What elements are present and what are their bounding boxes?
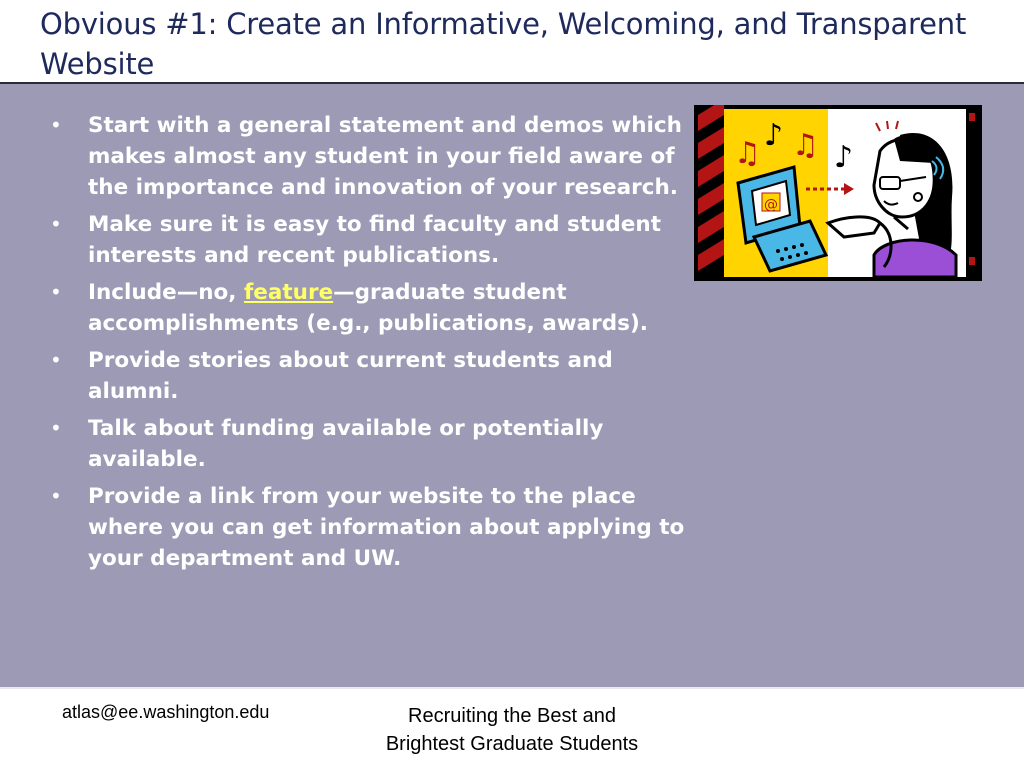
- svg-text:@: @: [764, 197, 778, 213]
- feature-link[interactable]: feature: [243, 280, 334, 305]
- bullet-icon: •: [50, 348, 62, 372]
- bullet-item: [46, 481, 686, 574]
- bullet-text-pre: Include—no,: [88, 280, 244, 305]
- bullet-text-post: —graduate student accomplishments (e.g., publications, awards).: [88, 280, 648, 336]
- footer-title-line1: Recruiting the Best and: [408, 705, 616, 727]
- bullet-item: [46, 209, 686, 271]
- bullet-item: [46, 277, 686, 339]
- slide-title: Obvious #1: Create an Informative, Welcoming, and Transparent Website: [40, 7, 967, 81]
- bullet-text: Make sure it is easy to find faculty and student interests and recent publications.: [88, 212, 661, 268]
- bullet-icon: •: [50, 484, 62, 508]
- bullet-icon: •: [50, 212, 62, 236]
- computer-student-clipart: [694, 105, 982, 281]
- svg-text:♪: ♪: [834, 140, 854, 175]
- svg-text:♫: ♫: [734, 136, 761, 171]
- bullet-text: Talk about funding available or potentially available.: [88, 416, 604, 472]
- svg-text:♫: ♫: [792, 128, 819, 163]
- content-panel: [0, 82, 1024, 689]
- bullet-item: [46, 345, 686, 407]
- bullet-icon: •: [50, 280, 62, 304]
- footer-title: [340, 702, 684, 758]
- footer-email: atlas@ee.washington.edu: [62, 702, 270, 722]
- svg-text:♪: ♪: [764, 118, 784, 153]
- bullet-item: [46, 110, 686, 203]
- bullet-icon: •: [50, 416, 62, 440]
- film-strip-icon: [698, 105, 724, 277]
- bullet-text: Provide a link from your website to the place where you can get information about applying to your department and UW.: [88, 484, 685, 571]
- bullet-text: Start with a general statement and demos which makes almost any student in your field aware of the importance and innovation of your research.: [88, 113, 682, 200]
- bullet-list: [46, 110, 686, 580]
- footer-title-line2: Brightest Graduate Students: [385, 733, 639, 755]
- bullet-text: Provide stories about current students and alumni.: [88, 348, 613, 404]
- bullet-icon: •: [50, 113, 62, 137]
- bullet-item: [46, 413, 686, 475]
